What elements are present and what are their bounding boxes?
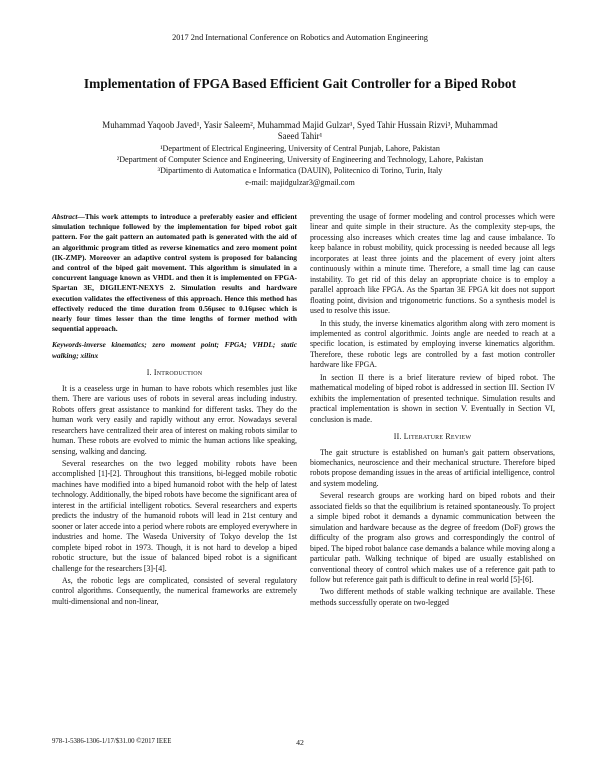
- review-paragraph-3: Two different methods of stable walking technique are available. These methods successfully operate on two-legged: [310, 587, 555, 607]
- authors-line-1: Muhammad Yaqoob Javed¹, Yasir Saleem², Muhammad Majid Gulzar¹, Syed Tahir Hussain Rizvi³, Muhammad: [102, 120, 498, 130]
- intro-paragraph-2: Several researches on the two legged mobility robots have been accomplished [1]-[2]. Throughout this transitions, bi-legged mobile robotic machines have modified into a biped humanoid robot with the help of latest technology. Additionally, the biped robots have become the significant area of interest in the artificial intelligent robotics. Several researchers and experts predicts the industry of the humanoid robots will lead in 21st century and sooner or later accede into a period where robots are employed everywhere in industries and home. The Waseda University of Tokyo develop the 1st complete biped robot in 1973. Though, it is not hard to develop a biped robotic structure, but the issue of balanced biped robot is a significant challenge for the researchers [3]-[4].: [52, 458, 297, 573]
- affiliation-1: ¹Department of Electrical Engineering, University of Central Punjab, Lahore, Pakistan: [160, 144, 440, 153]
- conference-header: 2017 2nd International Conference on Robotics and Automation Engineering: [172, 33, 428, 42]
- right-column: [310, 212, 555, 610]
- affiliation-3: ³Dipartimento di Automatica e Informatica (DAUIN), Politecnico di Torino, Turin, Italy: [157, 166, 443, 176]
- intro-paragraph-3: As, the robotic legs are complicated, consisted of several regulatory control algorithms. Consequently, the numerical frameworks are extremely multi-dimensional and non-linear,: [52, 575, 297, 606]
- review-paragraph-1: The gait structure is established on human's gait pattern observations, biomechanics, neuroscience and their mechanical structure. Therefore biped robots propose demanding issues in the areas of artificial intelligence, control and system modeling.: [310, 447, 555, 488]
- section-heading-introduction: I. Introduction: [146, 368, 203, 378]
- left-column: [52, 212, 297, 609]
- contact-email: e-mail: majidgulzar3@gmail.com: [245, 177, 355, 187]
- section-heading-literature-review: II. Literature Review: [393, 432, 472, 442]
- author-list: [70, 120, 530, 142]
- review-paragraph-2: Several research groups are working hard on biped robots and their associated fields so that the equilibrium is retained spontaneously. To project a simple biped robot it demands a dynamic communication between the simulation and hardware because as the degree of freedom (DoF) grows the difficulty of the program also grows and correspondingly the control of biped. The biped robot balance case demands a balance while moving along a particular path. Walking technique of biped are usually established on conventional theory of control which makes use of a reference gait path to follow but reference gait path is difficult to define in real world [5]-[6].: [310, 491, 555, 584]
- keywords: Keywords-inverse kinematics; zero moment point; FPGA; VHDL; static walking; xilinx: [52, 340, 297, 360]
- abstract-label: Abstract—: [52, 212, 85, 221]
- intro-paragraph-1: It is a ceaseless urge in human to have robots which resembles just like them. There are various uses of robots in several areas including industry. Robots offers great assistance to mankind for different tasks. They do the human work very easily and rapidly without any error. Nowadays several researchers have centralized their area of interest on making robots similar to human. These robots are evolved to mimic the human actions like speaking, sensing, walking and dancing.: [52, 383, 297, 456]
- abstract: [52, 212, 297, 334]
- intro-paragraph-5: In this study, the inverse kinematics algorithm along with zero moment is implemented as control algorithmic. Joints angle are needed to reach at a specific location, is estimated by employing inverse kinematics algorithm. Therefore, these robotic legs are controlled by a fast motion controller hardware like FPGA.: [310, 318, 555, 370]
- abstract-text: This work attempts to introduce a preferably easier and efficient simulation technique followed by the implementation for biped robot gait pattern. For the gait pattern an automated path is generated with the aid of an algorithmic program titled as reverse kinematics and zero moment point (IK-ZMP). Moreover an adaptive control system is proposed for balancing and control of the biped gait movement. This algorithm is simulated in a concurrent language known as VHDL and then it is implemented on FPGA- Spartan 3E, DIGILENT-NEXYS 2. Simulation results and hardware execution validates the effectiveness of this approach. Hence this method has effectively reduced the time duration from 0.56µsec to 0.16µsec which is nearly four times lesser than the time lengths of former method with sequential approach.: [52, 212, 297, 334]
- authors-line-2: Saeed Tahir¹: [277, 131, 323, 141]
- affiliations: [40, 143, 560, 188]
- paper-title: Implementation of FPGA Based Efficient Gait Controller for a Biped Robot: [83, 76, 517, 91]
- affiliation-2: ²Department of Computer Science and Engineering, University of Engineering and Technology, Lahore, Pakistan: [116, 155, 484, 165]
- isbn-footer: 978-1-5386-1306-1/17/$31.00 ©2017 IEEE: [52, 738, 172, 745]
- page-number: 42: [296, 738, 304, 747]
- intro-paragraph-4: preventing the usage of former modeling and control processes which were linear and quite simple in their structure. As the complexity step-ups, the processing also increases which creates time lag and cause imbalance. To keep balance in robust mobility, quick processing is needed because all legs incorporates at least three joints and the placement of every joint alters continuously within a minute time. Therefore, a small time lag can cause instability. To get rid of this delay an appropriate choice is to employ a parallel approach like FPGA. As the Spartan 3E FPGA kit does not support floating point, division and trigonometric functions. So a synthesis model is used to resolve this issue.: [310, 212, 555, 316]
- intro-paragraph-6: In section II there is a brief literature review of biped robot. The mathematical modeling of biped robot is addressed in section III. Section IV exhibits the implementation of presented technique. Simulation results and practical implementation is shown in section V. Eventually in Section VI, conclusion is made.: [310, 372, 555, 424]
